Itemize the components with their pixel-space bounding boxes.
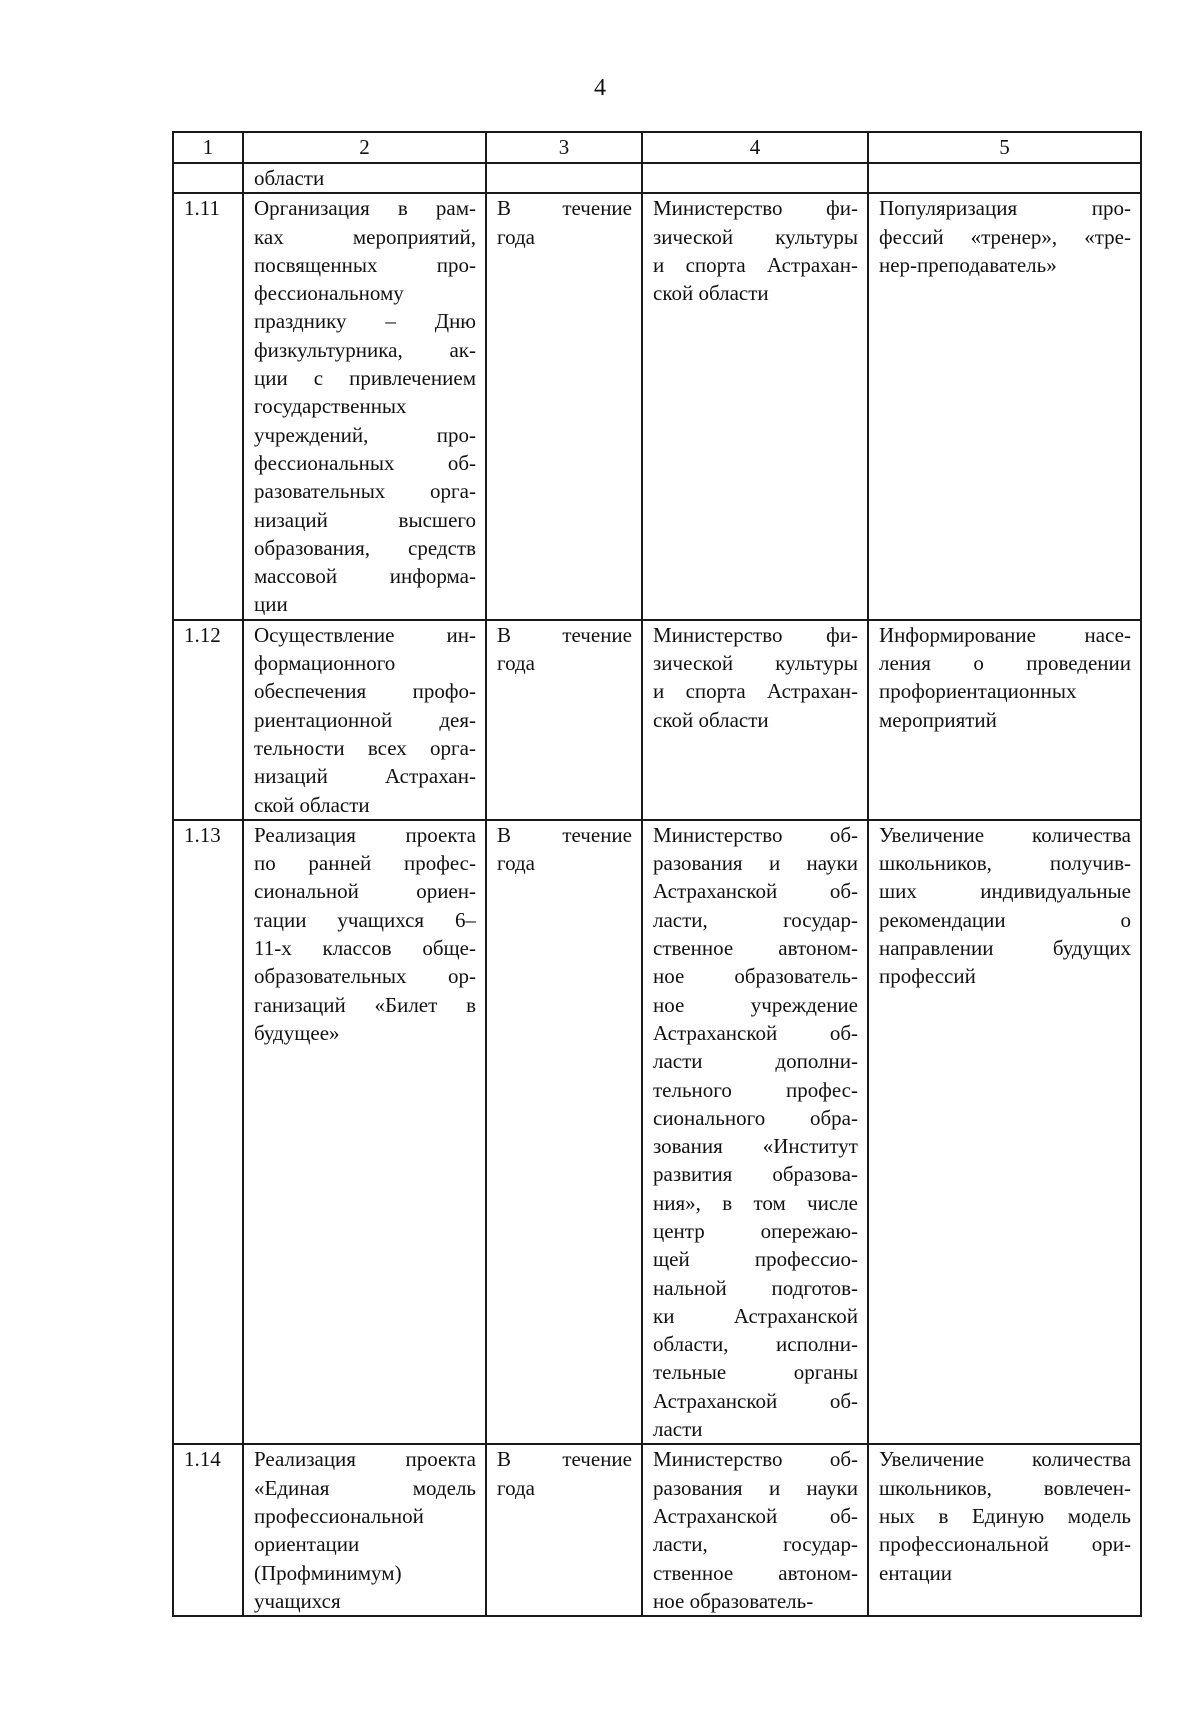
cell-line: ской области	[653, 707, 769, 732]
cell-line: низаций Астрахан-	[254, 764, 476, 789]
cell-line: Осуществление ин-	[254, 622, 476, 647]
cell-line: ции с привлечением	[254, 366, 476, 391]
page-number: 4	[594, 75, 606, 101]
continuation-row	[173, 163, 1141, 193]
row-number-cell: 1.11	[173, 193, 243, 619]
cell-line: ской области	[254, 792, 370, 817]
cell-line: ное образователь-	[653, 1588, 814, 1613]
cell-line: школьников, вовлечен-	[879, 1475, 1131, 1500]
cell-line: нальной подготов-	[653, 1275, 858, 1300]
cell-line: мероприятий	[879, 707, 997, 732]
cell-line: риентационной дея-	[254, 707, 476, 732]
cell-line: фессиональному	[254, 281, 404, 306]
cell-line: ления о проведении	[879, 651, 1131, 676]
cell-line: Астраханской об-	[653, 1020, 858, 1045]
cell-line: сиональной ориен-	[254, 879, 476, 904]
cell-line: «Единая модель	[254, 1475, 476, 1500]
cell-line: будущее»	[254, 1020, 340, 1045]
cell-line: рекомендации о	[879, 907, 1131, 932]
column-number-2: 2	[243, 132, 486, 163]
result-cell	[868, 193, 1141, 619]
cell-line: Популяризация про-	[879, 196, 1131, 221]
cell-line: Организация в рам-	[254, 196, 476, 221]
term-cell	[486, 1444, 642, 1616]
term-cell	[486, 193, 642, 619]
cell-line: учащихся	[254, 1588, 341, 1613]
cell-line: В течение	[497, 1447, 632, 1472]
cell-line: ласти	[653, 1417, 703, 1442]
cell-line: ное образователь-	[653, 964, 858, 989]
continuation-num-cell	[173, 163, 243, 193]
responsible-cell	[642, 1444, 868, 1616]
cell-line: ганизаций «Билет в	[254, 992, 476, 1017]
cell-line: низаций высшего	[254, 507, 476, 532]
cell-line: фессиональных об-	[254, 450, 476, 475]
cell-line: Увеличение количества	[879, 822, 1131, 847]
cell-line: Астраханской об-	[653, 1503, 858, 1528]
result-cell	[868, 820, 1141, 1445]
cell-line: области, исполни-	[653, 1332, 858, 1357]
cell-line: ное учреждение	[653, 992, 858, 1017]
cell-line: ласти, государ-	[653, 907, 858, 932]
cell-line: разования и науки	[653, 1475, 858, 1500]
continuation-responsible-cell	[642, 163, 868, 193]
cell-line: государственных	[254, 394, 407, 419]
plan-table	[172, 131, 1142, 1617]
cell-line: ласти, государ-	[653, 1532, 858, 1557]
cell-line: массовой информа-	[254, 564, 476, 589]
term-cell	[486, 620, 642, 820]
cell-line: Астраханской об-	[653, 879, 858, 904]
cell-line: центр опережаю-	[653, 1218, 858, 1243]
cell-line: нер-преподаватель»	[879, 252, 1057, 277]
responsible-cell	[642, 820, 868, 1445]
cell-line: профессий	[879, 964, 976, 989]
table-row	[173, 1444, 1141, 1616]
cell-line: профессиональной	[254, 1503, 424, 1528]
cell-line: Министерство фи-	[653, 196, 858, 221]
cell-line: профориентационных	[879, 679, 1077, 704]
cell-line: тельные органы	[653, 1360, 858, 1385]
cell-line: тельности всех орга-	[254, 735, 476, 760]
event-cell	[243, 820, 486, 1445]
cell-line: ственное автоном-	[653, 1560, 858, 1585]
row-number-cell: 1.13	[173, 820, 243, 1445]
cell-line: ния», в том числе	[653, 1190, 858, 1215]
cell-line: Министерство фи-	[653, 622, 858, 647]
column-number-3: 3	[486, 132, 642, 163]
cell-line: В течение	[497, 822, 632, 847]
cell-line: Министерство об-	[653, 1447, 858, 1472]
result-cell	[868, 1444, 1141, 1616]
cell-line: зической культуры	[653, 224, 858, 249]
cell-line: обеспечения профо-	[254, 679, 476, 704]
row-number-cell: 1.12	[173, 620, 243, 820]
column-number-5: 5	[868, 132, 1141, 163]
cell-line: Реализация проекта	[254, 1447, 476, 1472]
table-row	[173, 620, 1141, 820]
cell-line: Информирование насе-	[879, 622, 1131, 647]
cell-line: тельного профес-	[653, 1077, 858, 1102]
cell-line: (Профминимум)	[254, 1560, 402, 1585]
cell-line: и спорта Астрахан-	[653, 252, 858, 277]
cell-line: празднику – Дню	[254, 309, 476, 334]
table-row	[173, 820, 1141, 1445]
cell-line: направлении будущих	[879, 936, 1131, 961]
cell-line: Астраханской об-	[653, 1388, 858, 1413]
event-cell	[243, 620, 486, 820]
cell-line: В течение	[497, 622, 632, 647]
cell-line: Министерство об-	[653, 822, 858, 847]
cell-line: ской области	[653, 281, 769, 306]
cell-line: школьников, получив-	[879, 851, 1131, 876]
term-cell	[486, 820, 642, 1445]
cell-line: тации учащихся 6–	[254, 907, 476, 932]
cell-line: ласти дополни-	[653, 1049, 858, 1074]
cell-line: учреждений, про-	[254, 422, 476, 447]
cell-line: профессиональной ори-	[879, 1532, 1131, 1557]
cell-line: по ранней профес-	[254, 851, 476, 876]
cell-line: года	[497, 851, 535, 876]
table-header-row	[173, 132, 1141, 163]
cell-line: разования и науки	[653, 851, 858, 876]
cell-line: ках мероприятий,	[254, 224, 476, 249]
event-cell	[243, 193, 486, 619]
result-cell	[868, 620, 1141, 820]
cell-line: фессий «тренер», «тре-	[879, 224, 1131, 249]
cell-line: ственное автоном-	[653, 936, 858, 961]
cell-line: В течение	[497, 196, 632, 221]
responsible-cell	[642, 193, 868, 619]
cell-line: Увеличение количества	[879, 1447, 1131, 1472]
cell-line: образовательных ор-	[254, 964, 476, 989]
cell-line: формационного	[254, 651, 396, 676]
cell-line: физкультурника, ак-	[254, 337, 476, 362]
cell-line: года	[497, 651, 535, 676]
cell-line: ных в Единую модель	[879, 1503, 1131, 1528]
cell-line: сионального обра-	[653, 1105, 858, 1130]
column-number-1: 1	[173, 132, 243, 163]
cell-line: ки Астраханской	[653, 1303, 858, 1328]
table-row	[173, 193, 1141, 619]
cell-line: Реализация проекта	[254, 822, 476, 847]
cell-line: разовательных орга-	[254, 479, 476, 504]
cell-line: 11-х классов обще-	[254, 936, 476, 961]
cell-line: посвященных про-	[254, 252, 476, 277]
cell-line: года	[497, 1475, 535, 1500]
cell-line: зования «Институт	[653, 1134, 858, 1159]
continuation-result-cell	[868, 163, 1141, 193]
cell-line: ших индивидуальные	[879, 879, 1131, 904]
cell-line: образования, средств	[254, 535, 476, 560]
cell-line: зической культуры	[653, 651, 858, 676]
cell-line: развития образова-	[653, 1162, 858, 1187]
responsible-cell	[642, 620, 868, 820]
continuation-event-cell: области	[243, 163, 486, 193]
event-cell	[243, 1444, 486, 1616]
continuation-term-cell	[486, 163, 642, 193]
cell-line: и спорта Астрахан-	[653, 679, 858, 704]
column-number-4: 4	[642, 132, 868, 163]
cell-line: ентации	[879, 1560, 953, 1585]
cell-line: года	[497, 224, 535, 249]
cell-line: щей профессио-	[653, 1247, 858, 1272]
cell-line: ции	[254, 592, 288, 617]
cell-line: ориентации	[254, 1532, 360, 1557]
row-number-cell: 1.14	[173, 1444, 243, 1616]
